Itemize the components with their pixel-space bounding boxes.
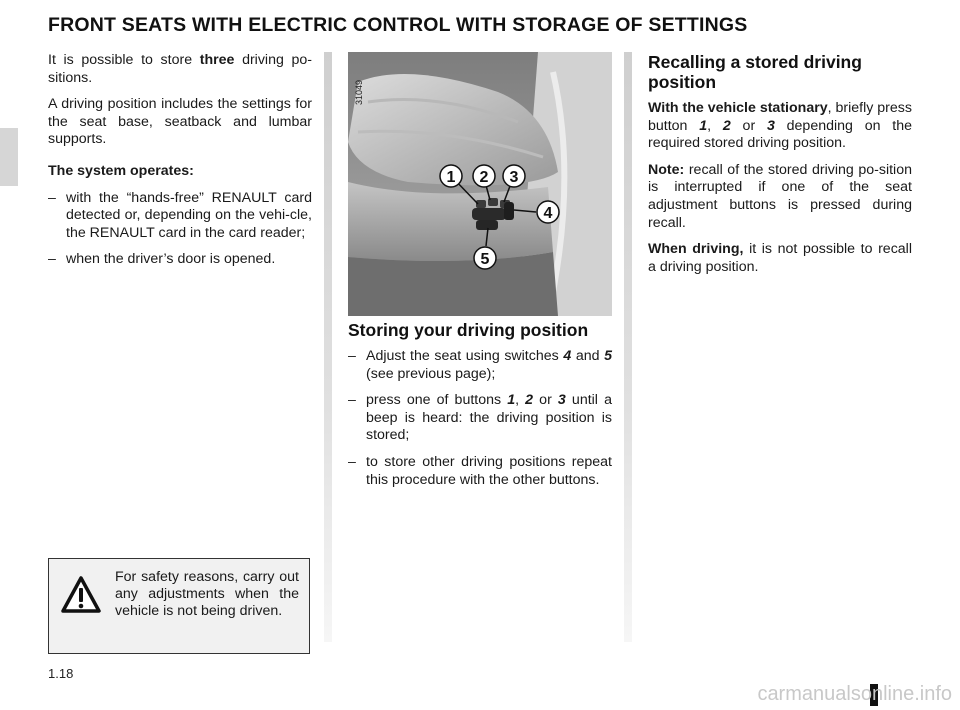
callout-4-label: 4 — [543, 205, 553, 222]
callout-3-label: 3 — [509, 169, 519, 186]
column-divider — [324, 52, 332, 642]
intro-paragraph: It is possible to store three driving po-sitions. — [48, 52, 313, 86]
page-title: FRONT SEATS WITH ELECTRIC CONTROL WITH STORAGE OF SETTINGS — [48, 14, 748, 36]
system-heading: The system operates: — [48, 162, 194, 179]
settings-paragraph: A driving position includes the settings for the seat base, seatback and lumbar supports. — [48, 96, 312, 148]
note-paragraph: Note: recall of the stored driving po-sition is interrupted if one of the seat adjustment buttons is pressed during recall. — [648, 161, 912, 231]
recalling-heading: Recalling a stored driving position — [648, 52, 862, 92]
intro-column — [48, 52, 312, 278]
list-item: – Adjust the seat using switches 4 and 5 (see previous page); — [348, 348, 612, 382]
seat-controls-image — [348, 52, 612, 316]
safety-warning-box — [48, 558, 310, 654]
recalling-column — [648, 52, 912, 285]
storing-column — [348, 320, 612, 498]
callout-2-label: 2 — [479, 169, 489, 186]
storing-heading: Storing your driving position — [348, 320, 589, 340]
list-item: – with the “hands-free” RENAULT card detected or, depending on the vehi-cle, the RENAULT card in the card reader; — [48, 189, 312, 241]
list-item: – when the driver’s door is opened. — [48, 251, 276, 268]
list-item: – press one of buttons 1, 2 or 3 until a beep is heard: the driving position is stored; — [348, 392, 612, 444]
warning-text: For safety reasons, carry out any adjustments when the vehicle is not being driven. — [115, 569, 299, 619]
driving-paragraph: When driving, it is not possible to recall a driving position. — [648, 241, 912, 275]
callout-5-label: 5 — [480, 251, 490, 268]
recall-paragraph: With the vehicle stationary, briefly press button 1, 2 or 3 depending on the required stored driving position. — [648, 100, 913, 152]
image-reference-code: 31049 — [354, 80, 364, 106]
list-item: – to store other driving positions repeat this procedure with the other buttons. — [348, 453, 612, 488]
column-divider — [624, 52, 632, 642]
watermark: carmanualsonline.info — [757, 683, 952, 705]
section-tab — [0, 128, 18, 186]
page-number: 1.18 — [48, 666, 74, 681]
callout-1-label: 1 — [446, 169, 456, 186]
warning-triangle-icon — [61, 575, 101, 615]
